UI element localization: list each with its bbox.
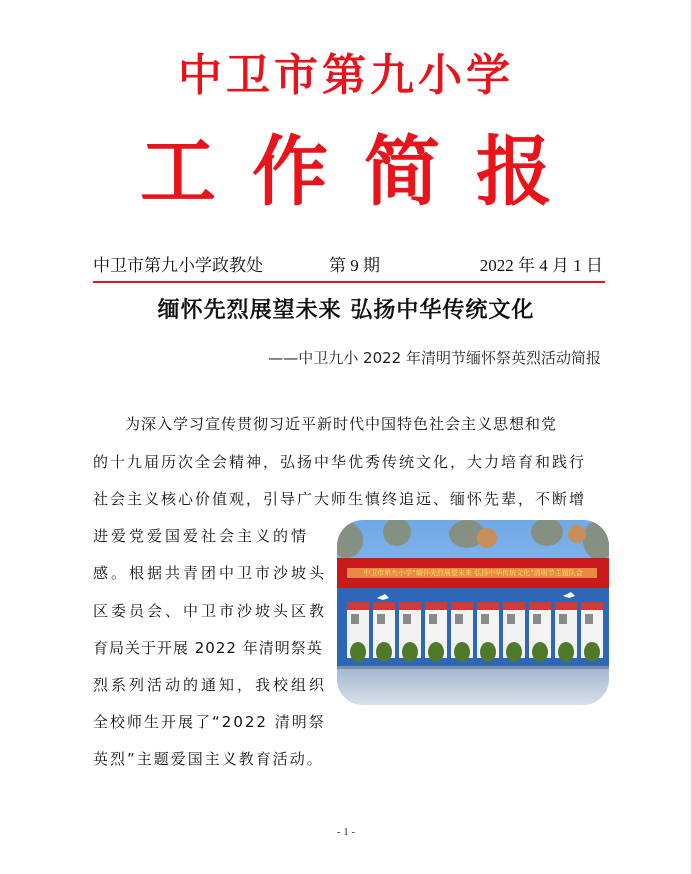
body-line: 进爱党爱国爱社会主义的情 [93,527,310,545]
body-line: 烈系列活动的通知，我校组织 [93,676,328,694]
body-line: 感。根据共青团中卫市沙坡头 [93,564,328,582]
department-label: 中卫市第九小学政教处 [93,256,263,275]
body-line: 区委员会、中卫市沙坡头区教 [93,602,328,620]
body-line: 育局关于开展 2022 年清明祭英 [93,639,323,657]
body-line: 的十九届历次全会精神，弘扬中华优秀传统文化，大力培育和践行 [93,453,587,471]
article-headline: 缅怀先烈展望未来 弘扬中华传统文化 [157,297,535,323]
body-line: 社会主义核心价值观，引导广大师生慎终追远、缅怀先辈，不断增 [93,490,587,508]
issue-info-row [93,255,605,281]
event-photo [337,520,609,705]
red-divider [93,281,605,283]
work-brief-title: 工作简报 [140,127,588,216]
body-line: 英烈”主题爱国主义教育活动。 [93,750,324,768]
body-line: 全校师生开展了“2022 清明祭 [93,713,326,731]
issue-number: 第 9 期 [329,256,380,275]
body-line: 为深入学习宣传贯彻习近平新时代中国特色社会主义思想和党 [125,415,558,433]
article-subtitle: ——中卫九小 2022 年清明节缅怀祭英烈活动简报 [268,349,601,367]
photo-banner-text: 中卫市第九小学“缅怀先烈展望未来 弘扬中华传统文化”清明节主题队会 [363,569,583,577]
school-name-heading: 中卫市第九小学 [178,50,514,101]
issue-date: 2022 年 4 月 1 日 [479,256,603,275]
page-number: - 1 - [336,826,356,838]
